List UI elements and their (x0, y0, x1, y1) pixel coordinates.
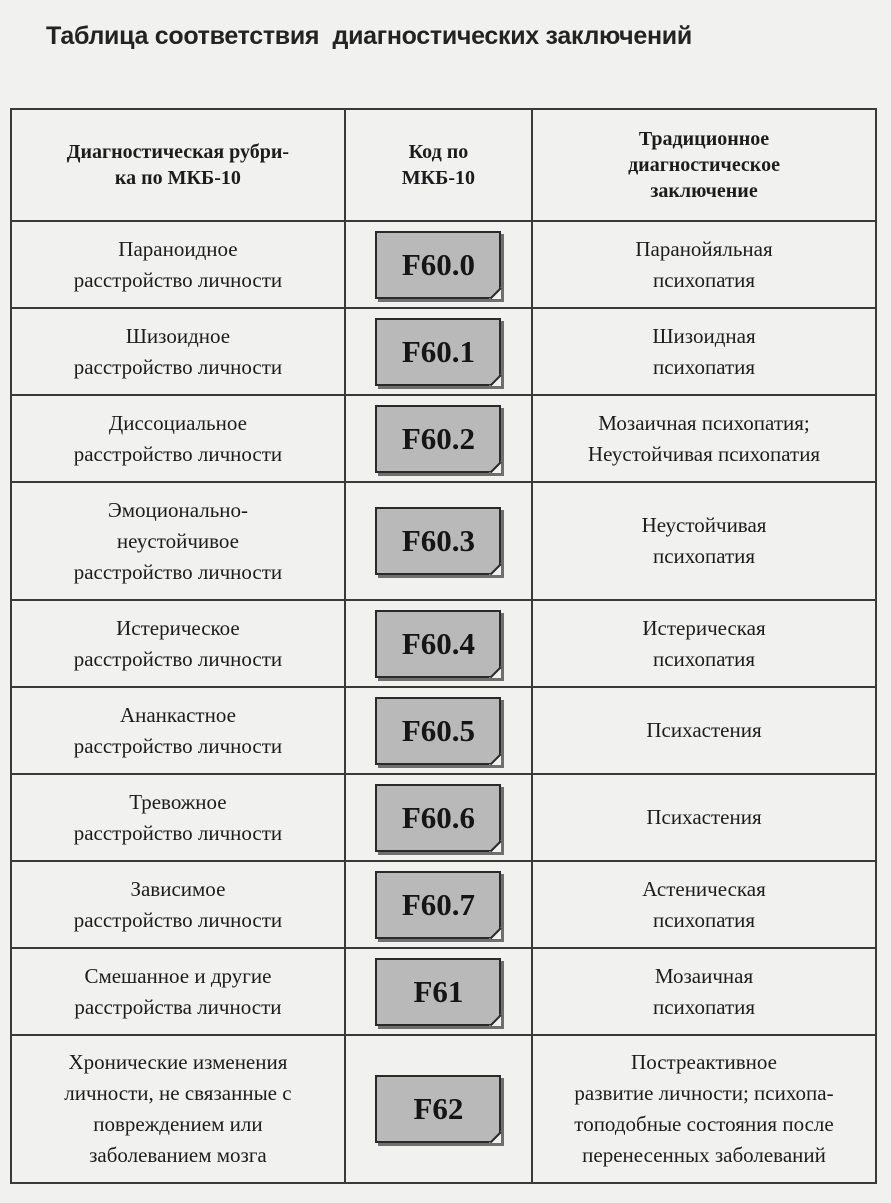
code-cell (345, 308, 532, 395)
code-cell (345, 482, 532, 600)
table-row (11, 395, 876, 482)
rubric-cell: Параноидное расстройство личности (11, 221, 345, 308)
traditional-cell: Паранойяльная психопатия (532, 221, 876, 308)
traditional-cell: Психастения (532, 687, 876, 774)
code-cell (345, 221, 532, 308)
table-row (11, 861, 876, 948)
rubric-cell: Хронические изменения личности, не связанные с повреждением или заболеванием мозга (11, 1035, 345, 1183)
header-code: Код по МКБ-10 (345, 109, 532, 221)
header-rubric: Диагностическая рубри- ка по МКБ-10 (11, 109, 345, 221)
traditional-cell: Шизоидная психопатия (532, 308, 876, 395)
code-label: F62 (413, 1091, 464, 1126)
code-cell (345, 774, 532, 861)
traditional-cell: Постреактивное развитие личности; психопа- топодобные состояния после перенесенных заболеваний (532, 1035, 876, 1183)
code-label: F60.2 (401, 420, 476, 456)
traditional-cell: Неустойчивая психопатия (532, 482, 876, 600)
code-badge (375, 405, 501, 473)
code-badge (375, 318, 501, 386)
rubric-cell: Тревожное расстройство личности (11, 774, 345, 861)
rubric-cell: Шизоидное расстройство личности (11, 308, 345, 395)
diagnosis-table (10, 108, 877, 1184)
code-badge (375, 507, 501, 575)
table-header-row (11, 109, 876, 221)
code-label: F60.0 (401, 246, 476, 282)
code-badge (375, 1075, 501, 1143)
table-row (11, 774, 876, 861)
code-cell (345, 1035, 532, 1183)
rubric-cell: Зависимое расстройство личности (11, 861, 345, 948)
code-badge (375, 784, 501, 852)
header-traditional: Традиционное диагностическое заключение (532, 109, 876, 221)
code-cell (345, 861, 532, 948)
table-row (11, 1035, 876, 1183)
code-badge (375, 697, 501, 765)
traditional-cell: Истерическая психопатия (532, 600, 876, 687)
rubric-cell: Смешанное и другие расстройства личности (11, 948, 345, 1035)
table-row (11, 600, 876, 687)
table-row (11, 308, 876, 395)
code-cell (345, 600, 532, 687)
code-cell (345, 687, 532, 774)
code-label: F60.4 (401, 625, 476, 661)
code-cell (345, 395, 532, 482)
rubric-cell: Эмоционально- неустойчивое расстройство личности (11, 482, 345, 600)
table-row (11, 948, 876, 1035)
code-label: F60.6 (401, 799, 476, 835)
traditional-cell: Мозаичная психопатия; Неустойчивая психопатия (532, 395, 876, 482)
rubric-cell: Истерическое расстройство личности (11, 600, 345, 687)
table-row (11, 221, 876, 308)
code-badge (375, 231, 501, 299)
table-row (11, 482, 876, 600)
code-badge (375, 871, 501, 939)
code-label: F60.7 (401, 886, 476, 922)
table-row (11, 687, 876, 774)
code-cell (345, 948, 532, 1035)
traditional-cell: Мозаичная психопатия (532, 948, 876, 1035)
rubric-cell: Диссоциальное расстройство личности (11, 395, 345, 482)
traditional-cell: Астеническая психопатия (532, 861, 876, 948)
code-badge (375, 610, 501, 678)
page-title: Таблица соответствия диагностических заключений (46, 22, 692, 50)
code-label: F61 (413, 973, 464, 1009)
code-label: F60.5 (401, 712, 476, 748)
code-badge (375, 958, 501, 1026)
code-label: F60.3 (401, 523, 476, 558)
code-label: F60.1 (401, 333, 476, 369)
rubric-cell: Ананкастное расстройство личности (11, 687, 345, 774)
traditional-cell: Психастения (532, 774, 876, 861)
